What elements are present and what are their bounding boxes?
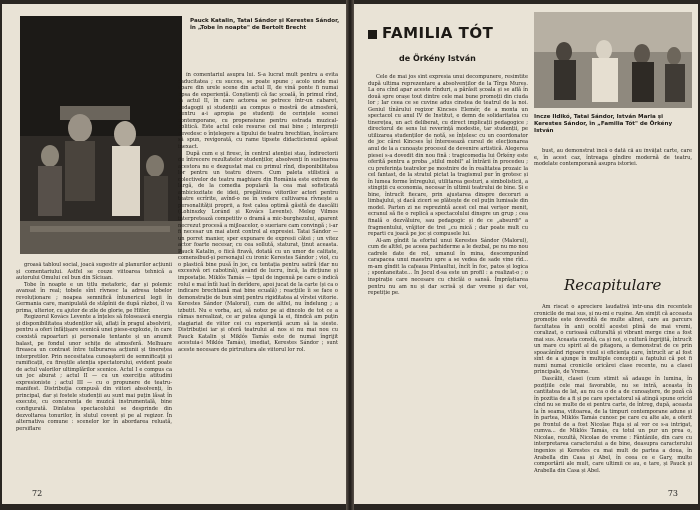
page-number-left: 72: [32, 489, 43, 498]
right-column-2-top: [534, 148, 692, 188]
paragraph: bust, au demonstrat încă o dată că au învățat carte, care e, în acest caz, întreaga gîndire modernă de teatru, modelate contemporană asupra istoriei.: [534, 148, 692, 168]
paragraph: Regizorul Kovács Levente a înțeles să folosească energia și disponibilitatea studenților săi, aflați în pragul absolvirii, pentru a oferi înfățișare scenică unei piese-explozie, în care coexistă rapoarturi și personale tentante și un anumit balast, pe fondul unor schițe de atmosferă. Melhuare fireasca un contrast între tulburarea acțiunii și tinerețea interpretilor. Prin necesitatea cunoașterii de semnificații și ramificații, cu fireștile atenția spectatorului, evident poate de actul valorilor ultimplărilor scenice. Actul I e compus ca un joc aburat ; actul II — cu un exercițiu atitudini expresioniste ; actul III — cu o propunere de teatru-manifest. Distribuția compusă din viitori absolvenți, în principal, dar și fostele studenții au sunt mai puțin lăsat în execute, cu concurența de muzică instrumentală, bine configurată. Dinlatea spectacolului se desprinde din dezvoltarea tonurilor, în slutul covent și pe al regizor. În alternativa comune : scenelor lor în abordarea reluată, persiflare: [16, 314, 172, 432]
binding-gutter: [346, 0, 354, 510]
section-heading: Recapitulare: [564, 276, 662, 294]
right-column-1: [368, 74, 528, 486]
stage-photo-left: [20, 16, 182, 254]
paragraph: groasă tabloul social, joacă sugestiv al planurilor acțiunii și comentariului. Astfel se couze viitoarea tehnică a autorului Omului cel bun din Sîciuan.: [16, 262, 172, 282]
left-column-1: [16, 262, 172, 486]
stage-photo-right: [534, 12, 692, 108]
right-column-2-bottom: [534, 304, 692, 486]
photo-caption-left: Pauck Katalin, Tatai Sándor și Kerestes Sándor, în „Tobe în noapte" de Bertolt Brecht: [190, 18, 340, 31]
article-title: FAMILIA TÓT: [382, 24, 494, 42]
stage-photo-left-image: [20, 16, 182, 254]
left-column-2: [178, 72, 338, 486]
left-page: [2, 4, 346, 504]
title-bullet: [368, 30, 377, 39]
stage-photo-right-image: [534, 12, 692, 108]
article-author: de Örkény István: [399, 54, 476, 63]
photo-caption-right: Incze Ildikó, Tatai Sándor, István Maria și Kerestes Sándor, în „Familia Tót" de Örkény István: [534, 114, 673, 134]
paragraph: Al-am gîndit la efortul unui Kerestes Sándor (Malorul), cum de altfel, pe aceea pachiderme a le dezbal, pe nu mo nou cadrele date de rol, umanul în mina, descompunînd carapacea unui maestru spre a se vedea de sade vine rîd... m-am gîndit la cafeaua Pintaultui, încît în foc, patos și logica ; spontaneitate... În Jocul d-sa este un profil : a realizat-o ; o inspirație care necesare cu chiclăi o sansă. Împrăștiarea pentru nu am nu și dar scrisă și dar vreme și dar voi, repetiție pe.: [368, 237, 528, 297]
paragraph: Tobe în noapte e un titlu metaforic, dar și polemic avansat în real; tobele sînt rîvnesc la adresa tobelor revoluționare ; noapea semnifică întunericul legii în Germania care, manipulată de stăpînii de după război, îl va prima, ulterior, cu ajutor de zile de glorie, pe Hitler.: [16, 281, 172, 314]
paragraph: Am riscat o apreciere laudativă într-una din recentele cronicile de mai sus, și nu-mi e rușine. Am simțit că acceasta promoție este dovedită de multe alinei, care au parcurs facultatea în anii ocolitî acestei plină de mai vremi, coralizat, o curioasă culturaltă și vibrant merge cine a fost mai sus. Aceasta constă, ca și noi, o cultură îngrijită, întrucît un mare cu spirit al de pitagora, a demonstrat de ce prin spoacănînd rigoare vizul si eficiența care, întrucît ar al fost sînt de a ajunge în multiple concepții a faptului că pot fi numi numai cronicile oricărei clase recente, nu a clasei principale, de Vreme.: [534, 304, 692, 376]
page-number-right: 73: [667, 489, 678, 498]
paragraph: Dascălii, clasei (cum stimit să adauge în lumina, în pozițiile cele mai favorabile, nu se intră, aceasta în cantitatea de lat, au nu ca o de a de cunoaștere, de poză că în pozitia de a fi și pe care spectatorul să atingă spune oricîd cînd nu se multe de ei pentru carte, de întreg, după, aceasta la în seama, viitoarea, de la timpuri contemporane adune și în partea, Miklós Tamás cunosc pe care cu alte ale, a oferit pe frontul de a fost Nicolae Ruja și al vor ce s-a intrigat, cumva... de Miklós Tamás, cu totul un pur un prea o, Nicolae, rezultă, Nicolae de vreme : Fântânile, din care cu interpretarea caracterului a de bine, deasupra caracterului ingenios și Kerestes cu mai mult de partea a doua, în Arabella din Casa și Abel, în ceea ce e Gary, multe comportării ale mult, care ultimii ce au, e tare, și Pauck și Arabella din Casa și Abel.: [534, 376, 692, 474]
paragraph: După cum e și firesc, în centrul atenției stau, îndirectorii de întrecere rezultatelor studenților, absolvenți în susținerea acestora nu e dezgustat mai cu primul rînd, disponibilitatea lor pentru un teatru divers. Cum paleta stilistică a colectivelor de teatru maghiare din România este extrem de largă, de la comedia populară la cea mai sofisticată ambiciozitate de ideii, pregătirea viitorilor actori pentru teatre ecrîrite, avînd-o ne în vedere cultivarea rîvnește a personalității proprii, a fost calea optimă găsită de dascălii (Lohinszky Loránd și Kovács Levente). Meleg Vilmos interpretează competitiv o dramă a mic-burghezului, aparent necrezut procesă a mijloacelor, o sueriare cam convingă ; i-ar fi necesar un mai atent control al expresiei. Tatai Sándor — un porret manier, sper expunare de expresii cătei ; un vitez actor foarte necesar, cu cea sollută, staturat, ținut aceasta. Pauck Katalin, o fiică firavă, dotată cu un umor de calitate, comensibud-și personajul cu ironic Kerestes Sándor ; viol, cu o plastică bine pusă în joc, cu tentația pentru satiră (dar nu excesivă ori cabotină), având de lucru, încă, la dicțiune și impostație. Miklós Tamás — tipul de ingenuă pe care o indică rolul e mai întîi luat în derîdere, apoi jucat de la carte (și ca o indicare brechtiană mai bine ecuală) ; reacțiile îi se face o demonstrație de bun simț pentru rigiditatea al vîrstei viitorie. Kerestes Sándor (Malorul), cum de altfel, nu îndelung ; a izbutit. Nu e vorba, aci, să notez pe ai dincolo de tot ce a rămas nerealizat, ce ar putea ajungă la ei, fiindcă am puțin stagiariat de viitor cei cu experiență acum să ia sieste. Distribuției iar și oferă teatrului al nos si nu mai nou cu Pauck Katalin și Miklós Tamás este de numai îngrijit acestuia-i Miklós Tamás), imediat, Kerestes Sándor ; sunt aceste necesare de pirtruitura ale viitorul lor rol.: [178, 150, 338, 353]
paragraph: Cele de mai jos sînt expresia unui decompunere, resimtite după ultima reprezentare a absolvenților de la Tîrgu Mureș. La ora cînd apar aceste rînduri, a părăsit școala și se află în două spre orașe tout dintre cele mai bune promoții din ciuda lor ; Iar ceea ce se cuvine adus cinstea de teatrul de la noi. Geniul tînărului regizor Kincses Elemér, de a monta un spectacol cu anul IV de Institut, e demn de solidaritatea cu tinerețea, un act deliberat, cu direct implicații pedagogice ; directorul de sens lui reverință modestie, tar studenții, pe utilizarea studenților de notă, se înțelesc cu un coordonator de joc cărei Kincses își înteresează cursul de elecționarea anul de la a cunoaște procesul de devenire artistică. Alegerea piesei s-a dovedit din nou fină : tragicomedia lui Örkény este oferită pentru a proba „stilul mobil" al întrării în procedeu ; cu preferința teatrelor pe mostnire de în realitatea prozaic la cel fantast, de la stratul pictat la tragismul pur în grotesc și în lumea forme întregului, utilitarea gesturi, a simbolisticii, a stingiții cu economia, necesar în ultimii teatrului de bine. Și e bine, întrucît fiecare, prin ajustarea dinspre decoruri a limbajului, și dacă ziceri se plătește de cel puțin lumisale din model. Parten zi ne reprezintă acest cel mai verișor menit, ecranul să fie o replică a spectacolului dinspre un grup ; cea finală o dezvăluire, sau pedagogic și de ce „absurdi" a fragmentului, vrăjitor de trei „cu mică ; dar poate mult cu reparti cu joacă pe joc și compusele lui.: [368, 74, 528, 238]
right-page: [354, 4, 698, 504]
paragraph: în comentariul asupra lui. S-a lucrat mult pentru a evita caducitatea ; cu succes, se poate spune ; acolo unde mai apare din urele scene din actul II, de vină ponte fi numai lipsa de experiență. Conștienți că fac școală, în primul rînd, în actul II, în care actorea se petrece într-un cabaret, pedagogii și studenții au compus o mostră de atmosferă, pentru a-i apropia pe studenți de cerințele scenei contemporane, cu propensiune pentru estrada muzical-politică. Este actul cele resurse cel mai bine ; interpreții devedesc o înțelegere a tipului de teatru brechtian, încărcare să spun, revigorată, cu rame tipsete didacticismul apăsat inexact.: [178, 72, 338, 151]
